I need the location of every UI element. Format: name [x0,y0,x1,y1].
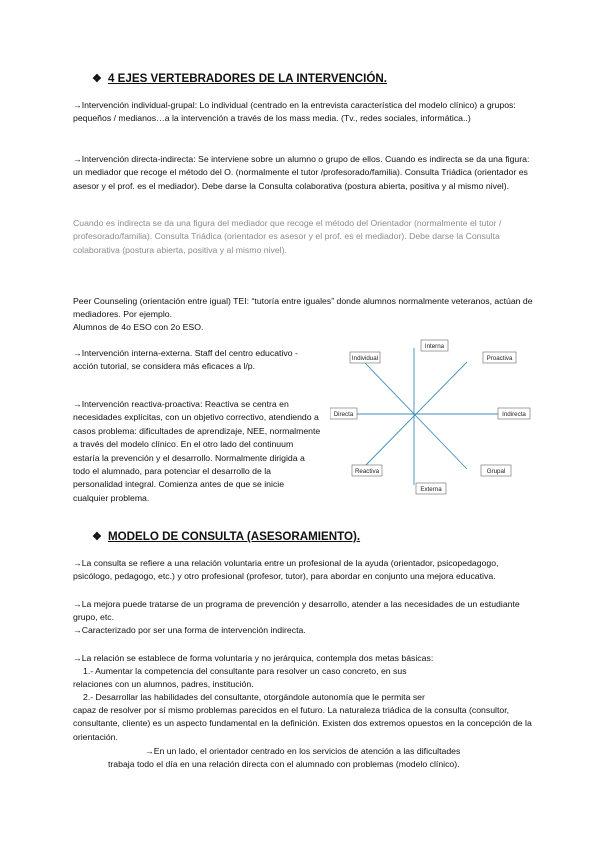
label-indirecta: Indirecta [502,411,526,419]
meta1-text: 1.- Aumentar la competencia del consultante para resolver un caso concreto, en sus [83,666,407,676]
label-proactiva: Proactiva [486,355,513,363]
paragraph-peer-counseling: Peer Counseling (orientación entre igual) TEI: “tutoría entre iguales” donde alumnos normalmente veteranos, actúan de mediadores. Por ejemplo. [73,296,533,320]
section-title: 4 EJES VERTEBRADORES DE LA INTERVENCIÓN. [108,72,387,85]
label-interna: Interna [424,343,445,351]
paragraph-grey-note: Cuando es indirecta se da una figura del mediador que recoge el método del Orientador (normalmente el tutor / profesorado/familia). Consulta Triádica (orientador es asesor y el prof. es el mediador). Debe darse la Consulta colaborativa (postura abierta, positiva y al mismo nivel). [73,218,502,255]
paragraph-consulta-mejora: →La mejora puede tratarse de un programa de prevención y desarrollo, atender a las necesidades de un estudiante grupo, etc. [73,599,520,623]
diamond-bullet-icon: ❖ [92,531,102,543]
paragraph-meta2-line1: 2.- Desarrollar las habilidades del consultante, otorgándole autonomía que le permita ser [83,692,425,702]
section-heading-consulta [92,530,360,543]
label-individual: Individual [351,355,379,363]
paragraph-meta2-body: capaz de resolver por sí mismo problemas parecidos en el futuro. La naturaleza triádica de la consulta (consultor, consultante, cliente) es un aspecto fundamental en la definición. Existen dos extremos opuestos en la concepción de la orientación. [73,705,532,742]
axis-individual-grupal [365,363,467,469]
axes-diagram [330,335,536,503]
section-heading-ejes [92,72,387,85]
paragraph-reactiva-proactiva: →Intervención reactiva-proactiva: Reactiva se centra en necesidades explícitas, con un objetivo correctivo, atendiendo a casos problema: dificultades de aprendizaje, NEE, normalmente a través del modelo clínico. En el otro lado del continuum estaría la prevención y el desarrollo. Normalmente dirigida a todo el alumnado, para potenciar el desarrollo de la personalidad integral. Comienza antes de que se inicie cualquier problema. [73,399,321,503]
label-externa: Externa [420,486,442,494]
paragraph-meta1-line2: relaciones con un alumnos, padres, institución. [73,679,254,689]
paragraph-individual-grupal: →Intervención individual-grupal: Lo individual (centrado en la entrevista característica del modelo clínico) a grupos: pequeños / medianos…a la intervención a través de los mass media. (Tv., redes sociales, informática..) [73,100,516,124]
paragraph-consulta-definicion: →La consulta se refiere a una relación voluntaria entre un profesional de la ayuda (orientador, psicopedagogo, psicólogo, pedagogo, etc.) y otro profesional (profesor, tutor), para abordar en conjunto una mejora educativa. [73,558,499,582]
paragraph-extremo-line2: trabaja todo el día en una relación directa con el alumnado con problemas (modelo clínico). [108,759,460,769]
section-title: MODELO DE CONSULTA (ASESORAMIENTO). [108,530,361,543]
paragraph-alumnos: Alumnos de 4o ESO con 2o ESO. [73,322,204,332]
label-reactiva: Reactiva [354,468,380,476]
paragraph-consulta-indirecta: →Caracterizado por ser una forma de intervención indirecta. [73,625,306,635]
diamond-bullet-icon: ❖ [92,73,102,85]
paragraph-directa-indirecta: →Intervención directa-indirecta: Se interviene sobre un alumno o grupo de ellos. Cuando es indirecta se da una figura: un mediador que recoge el método del O. (normalmente el tutor /profesorado/familia). Consulta Triádica (orientador es asesor y el prof. es el mediador). Debe darse la Consulta colaborativa (postura abierta, positiva y al mismo nivel). [73,154,530,191]
paragraph-interna-externa: →Intervención interna-externa. Staff del centro educativo - acción tutorial, se considera más eficaces a l/p. [73,348,298,372]
axis-proactiva-reactiva [366,362,467,465]
label-grupal: Grupal [486,468,506,476]
paragraph-relacion: →La relación se establece de forma voluntaria y no jerárquica, contempla dos metas básicas: [73,653,434,663]
paragraph-extremo-line1: →En un lado, el orientador centrado en los servicios de atención a las dificultades [145,746,461,756]
paragraph-meta1-line1 [73,665,545,678]
label-directa: Directa [333,411,354,419]
